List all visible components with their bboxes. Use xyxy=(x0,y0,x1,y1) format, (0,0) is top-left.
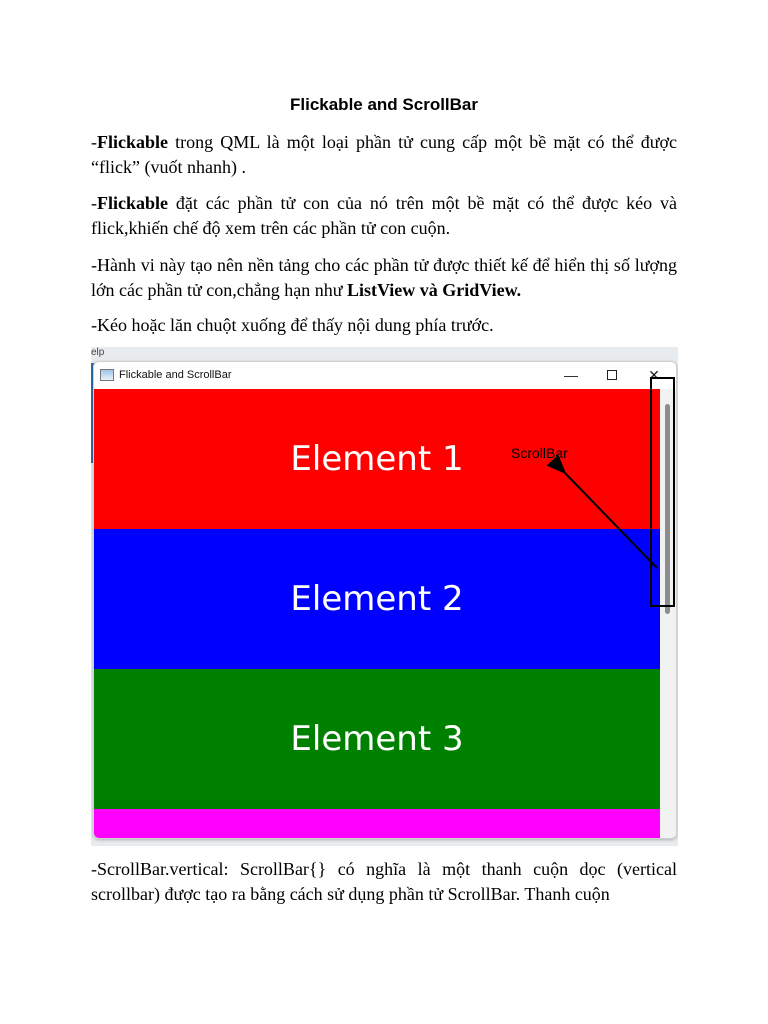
minimize-button[interactable]: — xyxy=(564,367,578,383)
close-button[interactable]: ✕ xyxy=(648,367,660,383)
bold-term: Flickable xyxy=(97,132,168,152)
element-2: Element 2 xyxy=(94,529,660,669)
paragraph-flickable-behavior: -Flickable đặt các phần tử con của nó trên một bề mặt có thể được kéo và flick,khiến chế độ xem trên các phần tử con cuộn. xyxy=(91,193,677,238)
scrollbar-callout-label: ScrollBar xyxy=(511,445,568,461)
paragraph-flickable-definition: -Flickable trong QML là một loại phần tử cung cấp một bề mặt có thể được “flick” (vuốt nhanh) . xyxy=(91,132,677,177)
element-1: Element 1 xyxy=(94,389,660,529)
element-3: Element 3 xyxy=(94,669,660,809)
bold-term: Flickable xyxy=(97,193,168,213)
paragraph-scroll-hint: -Kéo hoặc lăn chuột xuống để thấy nội dung phía trước. xyxy=(91,315,494,335)
paragraph-foundation: -Hành vi này tạo nên nền tảng cho các phần tử được thiết kế để hiển thị số lượng lớn các phần tử con,chẳng hạn như ListView và GridView. xyxy=(91,255,677,300)
bold-term: ListView và GridView. xyxy=(346,280,522,300)
callout-arrow xyxy=(91,347,678,846)
background-text-fragment: elp xyxy=(91,347,105,358)
embedded-screenshot xyxy=(91,347,678,846)
window-title: Flickable and ScrollBar xyxy=(119,369,232,381)
paragraph-scrollbar-vertical: -ScrollBar.vertical: ScrollBar{} có nghĩa là một thanh cuộn dọc (vertical scrollbar) được tạo ra bằng cách sử dụng phần tử ScrollBar. Thanh cuộn xyxy=(91,859,677,904)
page-title: Flickable and ScrollBar xyxy=(289,95,478,114)
